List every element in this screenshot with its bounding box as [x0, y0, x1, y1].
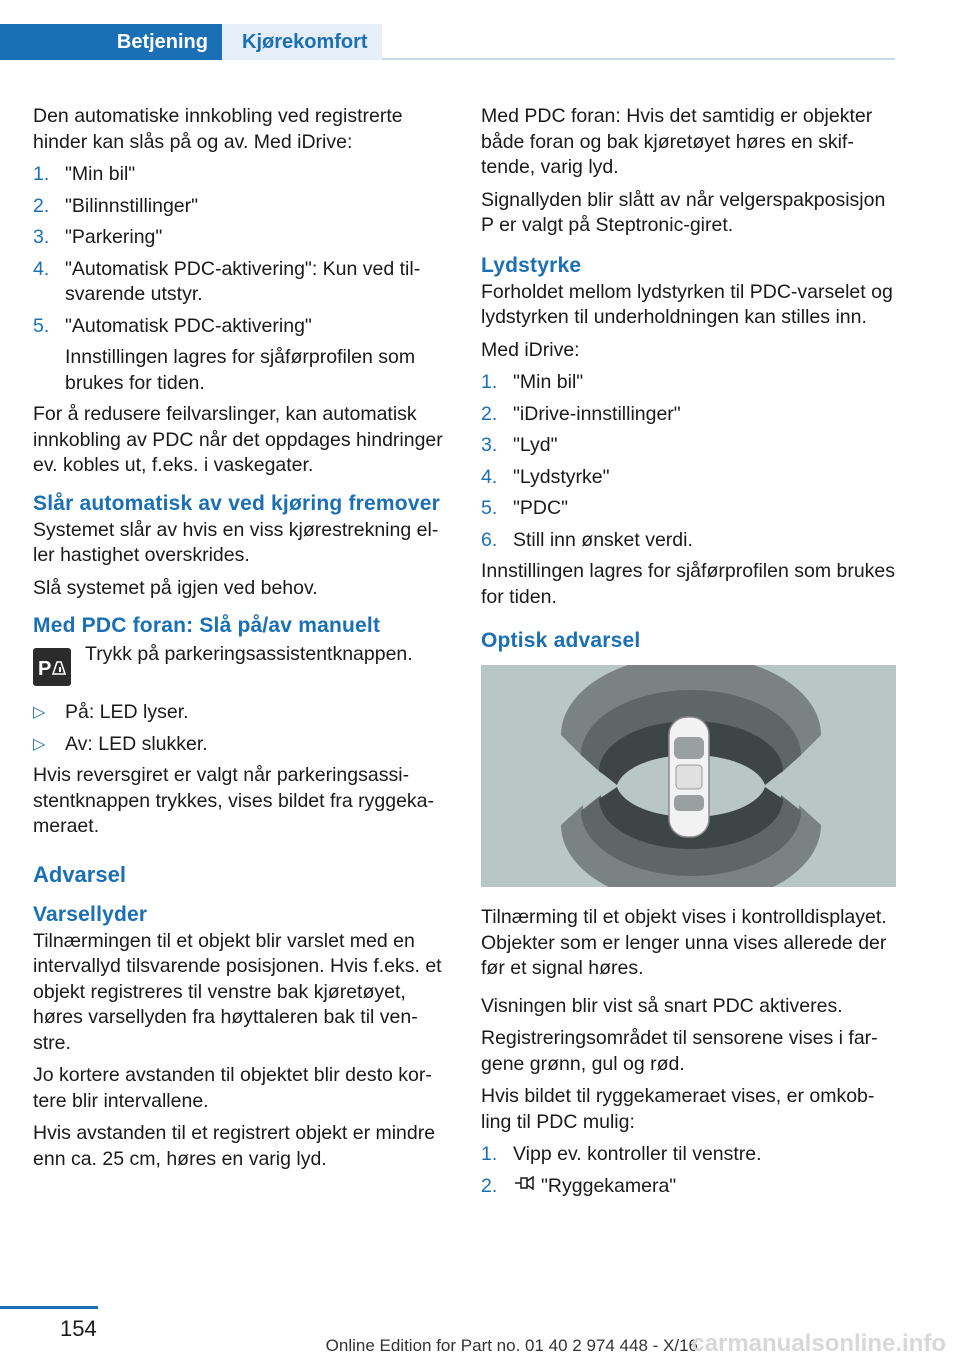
- parking-assistant-button-icon: [33, 648, 71, 686]
- step-number: 4.: [481, 465, 498, 488]
- camera-steps-list: [481, 1142, 897, 1199]
- pdc-button-row: [33, 642, 449, 686]
- tab-betjening[interactable]: Betjening: [0, 24, 222, 60]
- list-item: [33, 700, 449, 726]
- watermark: carmanualsonline.info: [691, 1330, 946, 1357]
- step-number: 1.: [481, 371, 498, 393]
- step-text: "Automatisk PDC-aktivering": Kun ved tilsvarende utstyr.: [65, 257, 421, 305]
- heading-auto-off: Slår automatisk av ved kjøring fremover: [33, 491, 440, 515]
- auto-text-2: Slå systemet på igjen ved behov.: [33, 576, 318, 599]
- step-number: 2.: [33, 194, 50, 217]
- camera-symbol-icon: [513, 1174, 541, 1200]
- header-divider: [382, 58, 895, 60]
- step-number: 6.: [481, 528, 498, 551]
- step-number: 5.: [33, 314, 50, 337]
- step-text: "PDC": [513, 497, 569, 519]
- left-column: [33, 104, 449, 1179]
- step-text: "Lyd": [513, 434, 558, 456]
- step-number: 1.: [481, 1143, 498, 1165]
- list-item: [481, 370, 897, 396]
- step-text: Vipp ev. kontroller til venstre.: [513, 1143, 762, 1165]
- list-item: [481, 1142, 897, 1168]
- step-number: 2.: [481, 1174, 498, 1197]
- auto-text-1: Systemet slår av hvis en viss kjørestrekning eller hastighet overskrides.: [33, 518, 439, 566]
- pdc-car-illustration: [481, 665, 896, 887]
- optical-text-1: Tilnærming til et objekt vises i kontrolldisplayet. Objekter som er lenger unna vises allerede der før et signal høres.: [481, 906, 887, 979]
- list-item: [33, 225, 449, 251]
- with-idrive-text: Med iDrive:: [481, 338, 580, 361]
- saved-text: Innstillingen lagres for sjåførprofilen som brukes for tiden.: [481, 560, 896, 608]
- list-item: [33, 257, 449, 308]
- step-number: 5.: [481, 497, 498, 519]
- list-item: [33, 194, 449, 220]
- heading-manual: Med PDC foran: Slå på/av manuelt: [33, 614, 381, 637]
- list-item: [481, 1174, 897, 1200]
- front-rear-text: Med PDC foran: Hvis det samtidig er objekter både foran og bak kjøretøyet høres en skiftende, varig lyd.: [481, 105, 873, 178]
- edition-text: Online Edition for Part no. 01 40 2 974 448 - X/16: [325, 1336, 698, 1355]
- list-item: [481, 496, 897, 522]
- svg-text:P: P: [38, 658, 52, 680]
- list-item: [33, 732, 449, 758]
- list-item: [33, 314, 449, 397]
- led-off-text: Av: LED slukker.: [65, 732, 208, 755]
- step-number: 1.: [33, 163, 50, 185]
- page-number: 154: [60, 1316, 97, 1341]
- step-text: "Min bil": [65, 163, 136, 185]
- note-text: For å redusere feilvarslinger, kan automatisk innkobling av PDC når det oppdages hindringer ev. kobles ut, f.eks. i vaskegater.: [33, 403, 443, 476]
- sound-text-1: Tilnærmingen til et objekt blir varslet med en intervallyd tilsvarende posisjonen. Hvis f.eks. et objekt registreres til venstre bak kjøretøyet, høres varsellyden fra høyttaleren bak til venstre.: [33, 929, 442, 1054]
- step-text: "Min bil": [513, 371, 584, 393]
- sound-text-3: Hvis avstanden til et registrert objekt er mindre enn ca. 25 cm, høres en varig lyd.: [33, 1122, 436, 1170]
- step-number: 3.: [33, 226, 50, 248]
- list-item: [33, 162, 449, 188]
- list-item: [481, 528, 897, 554]
- led-list: [33, 700, 449, 757]
- led-on-text: På: LED lyser.: [65, 701, 189, 723]
- step-text: "Parkering": [65, 226, 163, 248]
- step-text: "Bilinnstillinger": [65, 194, 199, 217]
- list-item: [481, 465, 897, 491]
- reverse-text: Hvis reversgiret er valgt når parkeringsassistentknappen trykkes, vises bildet fra ryggekameraet.: [33, 764, 435, 837]
- tab-kjorekomfort[interactable]: Kjørekomfort: [222, 24, 382, 60]
- step-number: 3.: [481, 434, 498, 456]
- triangle-bullet-icon: ▷: [33, 735, 46, 753]
- right-column: [481, 104, 897, 1205]
- signal-off-text: Signallyden blir slått av når velgerspakposisjon P er valgt på Steptronic-giret.: [481, 188, 886, 236]
- heading-volume: Lydstyrke: [481, 253, 582, 277]
- step-text: Still inn ønsket verdi.: [513, 528, 693, 551]
- manual-text: Trykk på parkeringsassistentknappen.: [85, 643, 413, 665]
- optical-text-2: Visningen blir vist så snart PDC aktiveres.: [481, 994, 843, 1017]
- step-number: 2.: [481, 402, 498, 425]
- triangle-bullet-icon: ▷: [33, 704, 46, 721]
- header-tabs: [0, 24, 895, 62]
- step-text: "Automatisk PDC-aktivering": [65, 314, 312, 337]
- sound-text-2: Jo kortere avstanden til objektet blir desto kortere blir intervallene.: [33, 1064, 432, 1112]
- list-item: [481, 433, 897, 459]
- pdc-display-image: [481, 665, 896, 887]
- footer-rule: [0, 1306, 98, 1309]
- volume-steps-list: [481, 370, 897, 553]
- heading-warning: Advarsel: [33, 861, 126, 887]
- step-text: "iDrive-innstillinger": [513, 402, 681, 425]
- list-item: [481, 402, 897, 428]
- volume-text: Forholdet mellom lydstyrken til PDC-varselet og lydstyrken til underholdningen kan stilles inn.: [481, 280, 893, 328]
- step-text: "Ryggekamera": [541, 1174, 677, 1197]
- optical-text-4: Hvis bildet til ryggekameraet vises, er omkobling til PDC mulig:: [481, 1085, 875, 1133]
- intro-text: Den automatiske innkobling ved registrerte hinder kan slås på og av. Med iDrive:: [33, 105, 403, 153]
- optical-text-3: Registreringsområdet til sensorene vises i fargene grønn, gul og rød.: [481, 1027, 878, 1075]
- step-text: "Lydstyrke": [513, 465, 610, 488]
- idrive-steps-list: [33, 162, 449, 396]
- heading-optical: Optisk advarsel: [481, 629, 641, 652]
- step-subtext: Innstillingen lagres for sjåførprofilen som brukes for tiden.: [65, 346, 416, 394]
- heading-sound: Varsellyder: [33, 902, 148, 926]
- step-number: 4.: [33, 257, 50, 280]
